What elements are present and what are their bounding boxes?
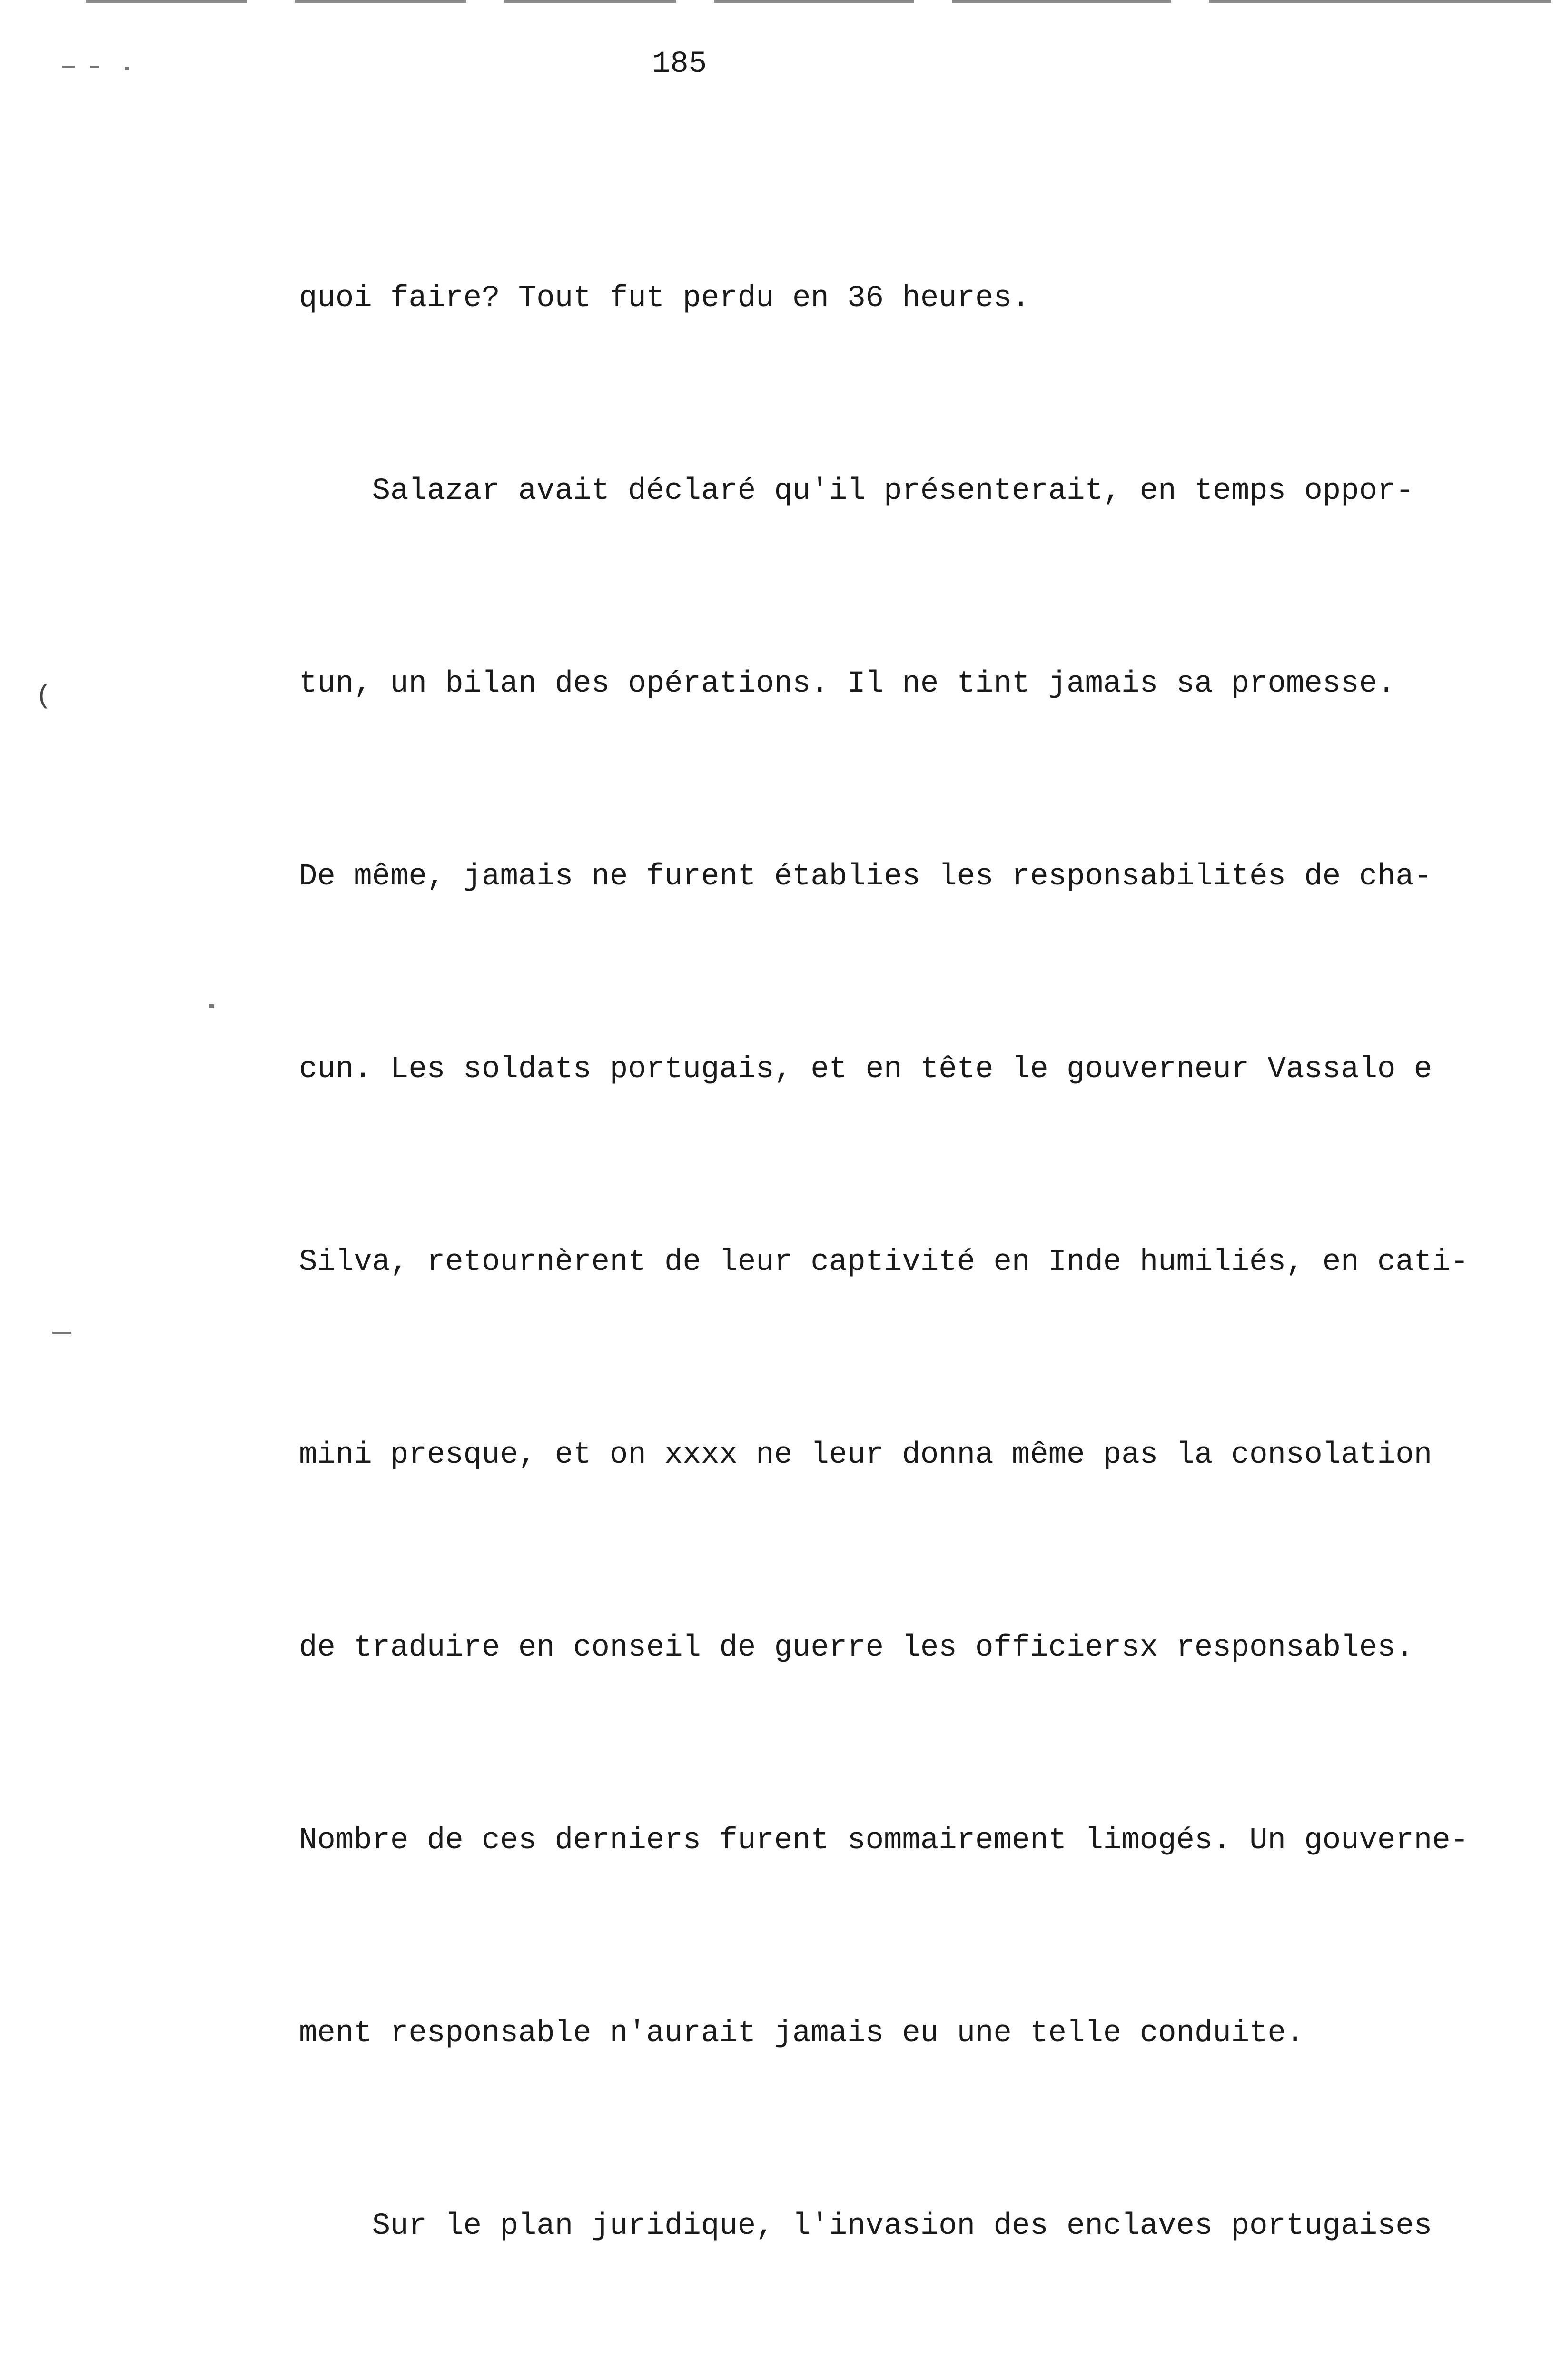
margin-dash [90,66,99,68]
text-line: Nombre de ces derniers furent sommairement limogés. Un gouverne- [299,1824,1469,1858]
text-line: Sur le plan juridique, l'invasion des enclaves portugaises [299,2209,1433,2243]
document-body [299,138,1555,2380]
text-line: tun, un bilan des opérations. Il ne tint jamais sa promesse. [299,667,1396,701]
top-rule [952,0,1171,3]
top-rule [86,0,247,3]
margin-bracket: ( [36,681,52,711]
text-line: ment responsable n'aurait jamais eu une telle conduite. [299,2016,1304,2051]
text-line: Salazar avait déclaré qu'il présenterait, en temps oppor- [299,474,1414,508]
top-rule [504,0,676,3]
top-rule [714,0,914,3]
text-line: De même, jamais ne furent établies les responsabilités de cha- [299,860,1433,894]
text-line: de traduire en conseil de guerre les officiersx responsables. [299,1631,1414,1665]
page-number: 185 [652,47,707,81]
text-line: quoi faire? Tout fut perdu en 36 heures. [299,281,1030,316]
top-rule [295,0,466,3]
top-rule [1209,0,1551,3]
margin-dash [52,1332,71,1334]
margin-dash [62,66,75,68]
margin-dash [125,67,129,70]
text-line: cun. Les soldats portugais, et en tête le gouverneur Vassalo e [299,1052,1433,1087]
margin-dash [209,1004,214,1008]
text-line: mini presque, et on xxxx ne leur donna même pas la consolation [299,1438,1433,1472]
text-line: Silva, retournèrent de leur captivité en Inde humiliés, en cati- [299,1245,1469,1279]
